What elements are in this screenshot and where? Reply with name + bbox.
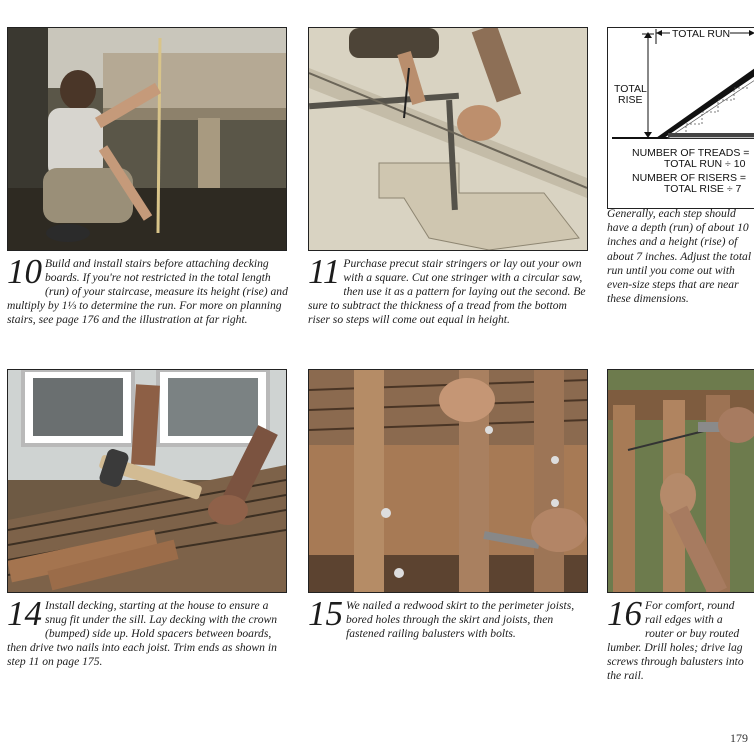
diagram-total-run: TOTAL RUN — [672, 28, 731, 40]
diagram-risers-label: NUMBER OF RISERS = — [632, 172, 747, 184]
step-number: 11 — [308, 252, 341, 291]
photo-step-15 — [308, 369, 588, 593]
step-number: 16 — [607, 594, 642, 633]
stair-formula-diagram — [607, 27, 754, 209]
page-number: 179 — [730, 731, 748, 745]
diagram-treads-formula: TOTAL RUN ÷ 10 — [664, 158, 746, 170]
photo-step-14 — [7, 369, 287, 593]
caption-step-16 — [607, 594, 753, 683]
step-number: 15 — [308, 594, 343, 633]
step-number: 10 — [7, 252, 42, 291]
diagram-risers-formula: TOTAL RISE ÷ 7 — [664, 183, 742, 195]
step-text: For comfort, round rail edges with a router or buy routed lumber. Drill holes; drive lag screws through balusters into the rail. — [607, 599, 744, 682]
step-number: 14 — [7, 594, 42, 633]
diagram-total-rise-1: TOTAL — [614, 83, 647, 95]
caption-step-10 — [7, 252, 289, 327]
step-text: Build and install stairs before attaching decking boards. If you're not restricted in the total length (run) of your staircase, measure its height (rise) and multiply by 1⅓ to determine the run. For more on planning stairs, see page 176 and the illustration at far right. — [7, 257, 288, 326]
step-text: We nailed a redwood skirt to the perimeter joists, bored holes through the skirt and joists, then fastened railing balusters with bolts. — [346, 599, 575, 640]
diagram-total-rise-2: RISE — [618, 94, 643, 106]
photo-step-11 — [308, 27, 588, 251]
caption-step-11 — [308, 252, 590, 327]
caption-step-15 — [308, 594, 590, 641]
diagram-note: Generally, each step should have a depth (run) of about 10 inches and a height (rise) of about 7 inches. Adjust the total run until you come out with even-size steps that are near these dimensions. — [607, 207, 752, 306]
step-text: Install decking, starting at the house to ensure a snug fit under the sill. Lay decking with the crown (bumped) side up. Hold spacers between boards, then drive two nails into each joist. Trim ends as shown in step 11 on page 175. — [7, 599, 278, 668]
diagram-treads-label: NUMBER OF TREADS = — [632, 147, 750, 159]
caption-step-14 — [7, 594, 289, 669]
step-text: Purchase precut stair stringers or lay out your own with a square. Cut one stringer with a circular saw, then use it as a pattern for laying out the second. Be sure to subtract the thickness of a tread from the bottom riser so steps will come out equal in height. — [308, 257, 586, 326]
photo-step-10 — [7, 27, 287, 251]
photo-step-16 — [607, 369, 754, 593]
